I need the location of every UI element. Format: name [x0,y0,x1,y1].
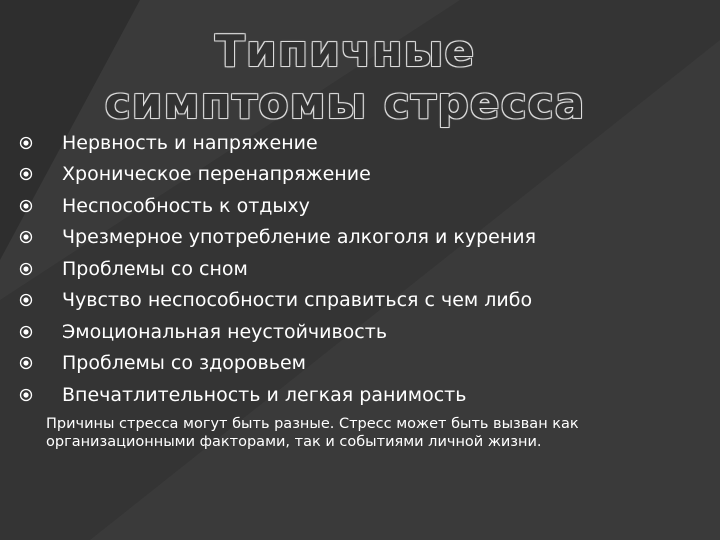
symptom-list [18,127,536,411]
list-item [18,190,536,222]
circle-dot-bullet-icon [18,198,34,214]
list-item [18,348,536,380]
list-item-text: Нервность и напряжение [62,131,318,154]
list-item-text: Неспособность к отдыху [62,194,310,217]
list-item-text: Эмоциональная неустойчивость [62,320,388,343]
circle-dot-bullet-icon [18,355,34,371]
list-item [18,127,536,159]
list-item [18,285,536,317]
list-item-text: Проблемы со здоровьем [62,352,306,375]
circle-dot-bullet-icon [18,387,34,403]
list-item [18,316,536,348]
slide-title: Типичные симптомы стресса [104,26,586,129]
list-item-text: Чрезмерное употребление алкоголя и курения [62,226,537,249]
list-item-text: Впечатлительность и легкая ранимость [62,383,467,406]
circle-dot-bullet-icon [18,261,34,277]
list-item-text: Хроническое перенапряжение [62,163,371,186]
circle-dot-bullet-icon [18,324,34,340]
list-item [18,159,536,191]
list-item [18,379,536,411]
list-item-text: Чувство неспособности справиться с чем либо [62,289,533,312]
circle-dot-bullet-icon [18,135,34,151]
circle-dot-bullet-icon [18,229,34,245]
body-paragraph: Причины стресса могут быть разные. Стресс может быть вызван как организационными факторами, так и событиями личной жизни. [46,416,579,450]
list-item-text: Проблемы со сном [62,257,248,280]
list-item [18,253,536,285]
circle-dot-bullet-icon [18,292,34,308]
circle-dot-bullet-icon [18,166,34,182]
list-item [18,222,536,254]
